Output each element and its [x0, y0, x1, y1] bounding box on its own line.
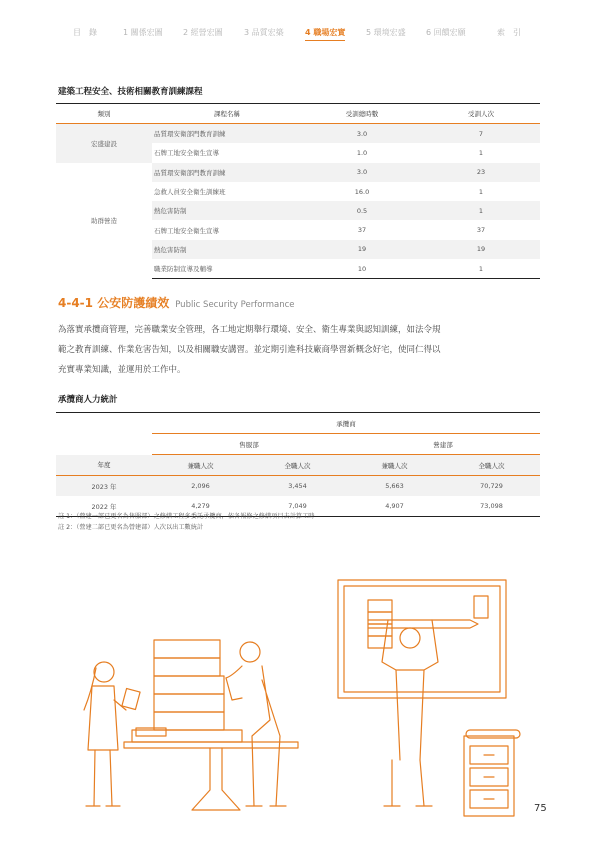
course-cell: 職業防制宣導及輔導	[152, 259, 302, 279]
note-2: 註 2：（營建二部已更名為營建部）人次以出工數統計	[58, 523, 204, 531]
training-table	[56, 103, 540, 279]
filing-cabinet	[464, 730, 520, 816]
value-cell: 2,096	[152, 476, 249, 497]
section-english-title: Public Security Performance	[175, 300, 295, 310]
people-cell: 19	[422, 240, 540, 259]
nav-chapter-1[interactable]: 1 關係宏圖	[123, 28, 163, 37]
hours-cell: 1.0	[356, 148, 368, 157]
nav-chapter-6[interactable]: 6 回饋宏願	[426, 28, 466, 37]
value-cell: 4,907	[346, 496, 443, 517]
section-heading	[58, 292, 295, 311]
hours-cell: 16.0	[354, 187, 370, 196]
course-cell: 石牌工地安全衛生宣導	[154, 226, 219, 235]
col-header-fulltime: 全職人次	[443, 455, 540, 476]
value-cell: 73,098	[443, 496, 540, 517]
col-header-hours: 受訓總時數	[302, 104, 422, 124]
nav-chapter-5[interactable]: 5 環境宏盛	[366, 28, 406, 37]
hours-cell: 3.0	[302, 163, 422, 182]
category-cell: 宏盛建設	[56, 124, 152, 163]
section-number-title: 4-4-1 公安防護績效	[58, 296, 170, 310]
col-header-people: 受訓人次	[422, 104, 540, 124]
hours-cell: 19	[302, 240, 422, 259]
course-cell: 熱危害防制	[152, 240, 302, 259]
course-cell: 熱危害防制	[152, 201, 302, 220]
contractor-group-header: 承攬商	[152, 413, 540, 434]
man-figure	[226, 642, 286, 806]
table-notes	[58, 512, 315, 533]
people-cell: 37	[476, 226, 486, 235]
value-cell: 3,454	[249, 476, 346, 497]
people-cell: 1	[478, 187, 484, 196]
subgroup-header-construction: 營建部	[346, 434, 540, 455]
col-header-parttime: 兼職人次	[346, 455, 443, 476]
hours-cell: 0.5	[302, 201, 422, 220]
paragraph-line: 範之教育訓練、作業危害告知，以及相關職安講習。並定期引進科技廠商學習新概念好宅，使同仁得以	[58, 345, 441, 355]
category-cell: 助群營造	[91, 217, 117, 226]
people-cell: 1	[422, 201, 540, 220]
year-cell: 2023 年	[56, 476, 152, 497]
board-scene	[338, 580, 506, 806]
people-cell: 7	[422, 124, 540, 144]
col-header-parttime: 兼職人次	[152, 455, 249, 476]
note-1: 註 1：（營建一部已更名為售服部）之修繕工程多委託承攬商，依各報修之修繕項目去計算工時	[58, 513, 315, 520]
value-cell: 5,663	[346, 476, 443, 497]
training-table-title: 建築工程安全、技術相關教育訓練課程	[58, 87, 203, 97]
people-cell: 1	[478, 148, 484, 157]
contractor-table	[56, 412, 540, 517]
year-header: 年度	[56, 455, 152, 476]
box-stack	[124, 640, 298, 810]
table-row	[56, 163, 540, 182]
course-cell: 品質環安衛部門教育訓練	[152, 163, 302, 182]
section-paragraph	[58, 320, 542, 380]
table-row	[56, 476, 540, 497]
course-cell: 石牌工地安全衛生宣導	[154, 149, 219, 158]
year-cell: 2022 年	[56, 496, 152, 517]
workers-illustration	[0, 560, 595, 820]
nav-chapter-2[interactable]: 2 經營宏圖	[183, 28, 223, 37]
page-number: 75	[534, 803, 547, 814]
value-cell: 70,729	[443, 476, 540, 497]
hours-cell: 3.0	[302, 124, 422, 144]
nav-contents[interactable]: 目 錄	[73, 28, 97, 37]
people-cell: 23	[422, 163, 540, 182]
col-header-fulltime: 全職人次	[249, 455, 346, 476]
course-cell: 急救人員安全衛生訓練班	[154, 188, 226, 197]
hours-cell: 10	[302, 259, 422, 279]
chapter-nav	[0, 27, 595, 43]
hours-cell: 37	[357, 226, 367, 235]
col-header-category: 類別	[56, 104, 152, 124]
contractor-table-title: 承攬商人力統計	[58, 395, 118, 405]
course-cell: 品質環安衛部門教育訓練	[152, 124, 302, 144]
nav-chapter-4[interactable]: 4 職場宏實	[305, 27, 345, 41]
paragraph-line: 充實專業知識，並運用於工作中。	[58, 365, 186, 375]
col-header-course: 課程名稱	[152, 104, 302, 124]
nav-index[interactable]: 索 引	[497, 28, 521, 37]
value-cell: 4,279	[152, 496, 249, 517]
people-cell: 1	[422, 259, 540, 279]
paragraph-line: 為落實承攬商管理，完善職業安全管理，各工地定期舉行環境、安全、衛生專業與認知訓練，如法令規	[58, 325, 441, 335]
table-row	[56, 124, 540, 144]
value-cell: 7,049	[249, 496, 346, 517]
subgroup-header-service: 售服部	[152, 434, 346, 455]
nav-chapter-3[interactable]: 3 品質宏築	[244, 28, 284, 37]
